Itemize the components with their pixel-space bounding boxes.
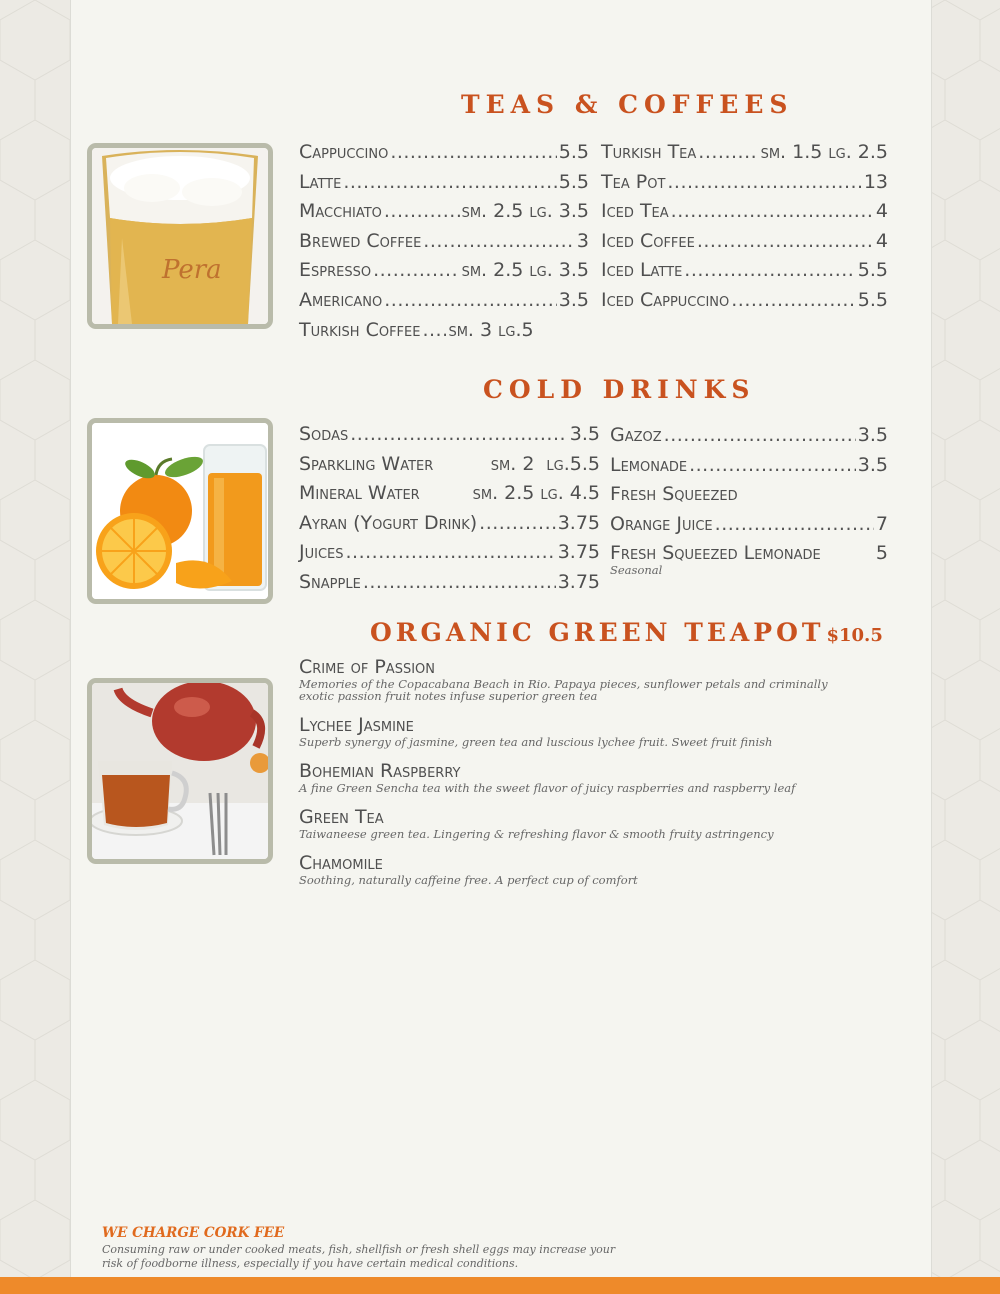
menu-item: Latte ..... 5.5 — [299, 171, 589, 201]
menu-footer — [102, 1225, 622, 1270]
teas-coffees-right-column — [601, 141, 888, 319]
bottom-accent-bar — [0, 1277, 1000, 1294]
tea-description: Memories of the Copacabana Beach in Rio. Papaya pieces, sunflower petals and criminally exotic passion fruit notes infuse superior green tea — [299, 677, 828, 703]
teas-coffees-left-column — [299, 141, 589, 348]
tea-description: Soothing, naturally caffeine free. A perfect cup of comfort — [299, 873, 638, 887]
cold-drinks-left-column — [299, 423, 600, 601]
menu-item: Turkish Tea ..... sm. 1.5 lg. 2.5 — [601, 141, 888, 171]
menu-item: Iced Cappuccino ..... 5.5 — [601, 289, 888, 319]
menu-item: Turkish Coffee ..... sm. 3 lg.5 — [299, 319, 589, 349]
tea-name: Green Tea — [299, 806, 384, 828]
section-title-cold-drinks: COLD DRINKS — [483, 375, 756, 404]
menu-item: Cappuccino ..... 5.5 — [299, 141, 589, 171]
teapot-photo — [87, 678, 273, 864]
menu-item: Iced Coffee ..... 4 — [601, 230, 888, 260]
tea-name: Bohemian Raspberry — [299, 760, 461, 782]
tea-name: Crime of Passion — [299, 656, 435, 678]
section-title-teas-coffees: TEAS & COFFEES — [461, 90, 794, 119]
teapot-price: $10.5 — [826, 625, 883, 646]
menu-item: Snapple ..... 3.75 — [299, 571, 600, 601]
menu-item: Macchiato ..... sm. 2.5 lg. 3.5 — [299, 200, 589, 230]
seasonal-note: Seasonal — [610, 562, 663, 577]
cappuccino-photo — [87, 143, 273, 329]
section-title-organic: ORGANIC GREEN TEAPOT $10.5 — [370, 618, 883, 647]
menu-item: Gazoz ..... 3.5 — [610, 424, 888, 454]
tea-item-green-tea — [299, 806, 839, 840]
menu-item: Juices ..... 3.75 — [299, 541, 600, 571]
cork-fee-notice: WE CHARGE CORK FEE — [102, 1225, 285, 1241]
tea-item-chamomile — [299, 852, 839, 886]
cold-drinks-right-column — [610, 424, 888, 577]
tea-name: Lychee Jasmine — [299, 714, 414, 736]
menu-item: Mineral Water sm. 2.5 lg. 4.5 — [299, 482, 600, 505]
menu-item: Fresh Squeezed — [610, 483, 738, 506]
menu-item: Fresh Squeezed Lemonade 5 — [610, 542, 888, 565]
menu-item: Brewed Coffee ..... 3 — [299, 230, 589, 260]
tea-name: Chamomile — [299, 852, 383, 874]
health-disclaimer: Consuming raw or under cooked meats, fish, shellfish or fresh shell eggs may increase your risk of foodborne illness, especially if you have certain medical conditions. — [102, 1243, 616, 1270]
menu-item: Tea Pot ..... 13 — [601, 171, 888, 201]
menu-item: Iced Latte ..... 5.5 — [601, 259, 888, 289]
tea-description: Superb synergy of jasmine, green tea and luscious lychee fruit. Sweet fruit finish — [299, 735, 773, 749]
menu-item: Orange Juice ..... 7 — [610, 513, 888, 543]
menu-item: Espresso ..... sm. 2.5 lg. 3.5 — [299, 259, 589, 289]
menu-item: Sodas ..... 3.5 — [299, 423, 600, 453]
tea-item-lychee-jasmine — [299, 714, 839, 748]
tea-item-bohemian-raspberry — [299, 760, 839, 794]
menu-item: Americano ..... 3.5 — [299, 289, 589, 319]
tea-description: Taiwaneese green tea. Lingering & refreshing flavor & smooth fruity astringency — [299, 827, 774, 841]
menu-item: Iced Tea ..... 4 — [601, 200, 888, 230]
menu-item: Sparkling Water sm. 2 lg.5.5 — [299, 452, 600, 475]
tea-description: A fine Green Sencha tea with the sweet flavor of juicy raspberries and raspberry leaf — [299, 781, 796, 795]
tea-item-crime-of-passion — [299, 656, 839, 702]
svg-text:Pera: Pera — [162, 255, 222, 285]
menu-item: Lemonade ..... 3.5 — [610, 454, 888, 484]
orange-juice-photo — [87, 418, 273, 604]
menu-item: Ayran (Yogurt Drink) ..... 3.75 — [299, 512, 600, 542]
